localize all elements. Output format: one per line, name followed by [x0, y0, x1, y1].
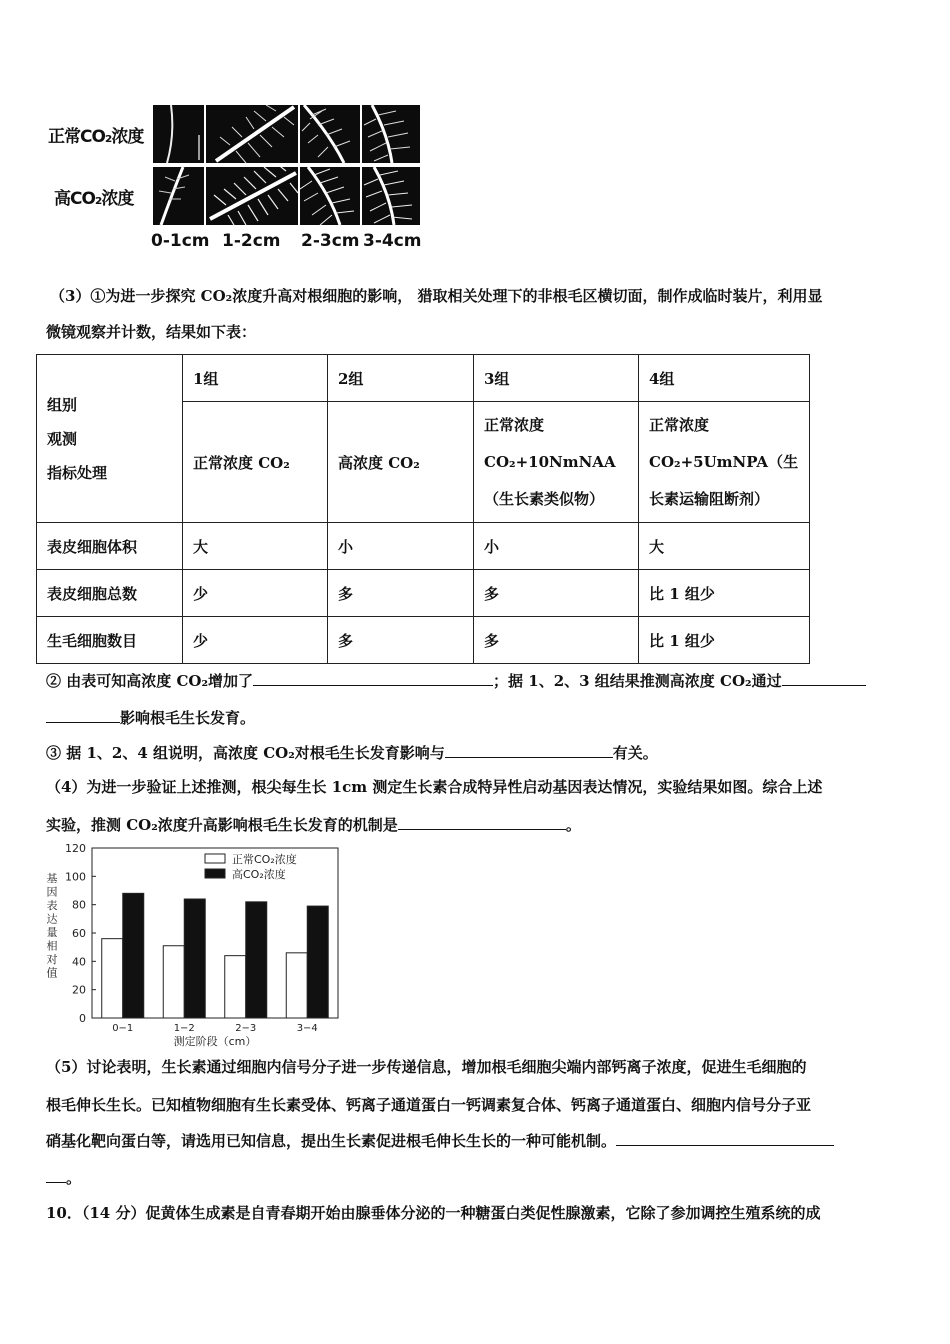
- x-tick-label: 0−1: [112, 1023, 134, 1034]
- y-tick-label: 40: [72, 955, 86, 969]
- group-4-header: 4组: [639, 355, 810, 402]
- q3-sub2-text-a: ② 由表可知高浓度 CO₂增加了: [46, 672, 254, 690]
- root-photo-normal-3-4: [362, 105, 420, 163]
- q5-line1: （5）讨论表明，生长素通过细胞内信号分子进一步传递信息，增加根毛细胞尖端内部钙离子浓度，促进生毛细胞的: [46, 1058, 807, 1076]
- row-label: 生毛细胞数目: [37, 617, 183, 664]
- table-cell: 比 1 组少: [639, 617, 810, 664]
- treatment-3-line3: （生长素类似物）: [484, 489, 605, 508]
- q4-line2-end: 。: [565, 816, 581, 834]
- row-label: 表皮细胞体积: [37, 523, 183, 570]
- q3-sub3-line: [46, 743, 658, 763]
- treatment-3-line1: 正常浓度: [484, 415, 545, 434]
- figure-row-label-normal: 正常CO₂浓度: [48, 127, 144, 147]
- y-tick-label: 0: [79, 1012, 86, 1025]
- x-tick-label: 1−2: [173, 1023, 195, 1034]
- table-row: [37, 617, 810, 664]
- q5-line2: 根毛伸长生长。已知植物细胞有生长素受体、钙离子通道蛋白一钙调素复合体、钙离子通道蛋白、细胞内信号分子亚: [46, 1096, 812, 1114]
- q10-line1: 10．（14 分）促黄体生成素是自青春期开始由腺垂体分泌的一种糖蛋白类促性腺激素，它除了参加调控生殖系统的成: [46, 1204, 821, 1222]
- figure-col-label-2-3: 2-3cm: [301, 231, 360, 251]
- table-cell: 比 1 组少: [639, 570, 810, 617]
- gene-expression-chart: [40, 842, 350, 1047]
- treatment-4: [639, 402, 810, 523]
- q5-line3-text: 硝基化靶向蛋白等，请选用已知信息，提出生长素促进根毛伸长生长的一种可能机制。: [46, 1132, 617, 1150]
- q3-sub2-text-c: 影响根毛生长发育。: [120, 709, 256, 727]
- bar-high-0: [123, 893, 144, 1018]
- header-label-observe: 观测: [47, 429, 78, 448]
- treatment-3: [474, 402, 639, 523]
- root-photo-high-0-1: [153, 167, 204, 225]
- answer-blank-5[interactable]: [616, 1131, 834, 1146]
- answer-blank-3[interactable]: [445, 743, 613, 758]
- answer-blank-4[interactable]: [398, 815, 566, 830]
- bar-high-1: [184, 899, 205, 1018]
- figure-row-label-high: 高CO₂浓度: [54, 189, 134, 209]
- q5-line4-end: 。: [66, 1169, 82, 1187]
- q4-line2: [46, 815, 581, 835]
- table-cell: 大: [639, 523, 810, 570]
- root-photo-normal-1-2: [206, 105, 298, 163]
- y-tick-label: 100: [65, 870, 86, 884]
- answer-blank-2[interactable]: [782, 671, 866, 686]
- table-cell: 多: [474, 570, 639, 617]
- legend-swatch-0: [205, 854, 225, 863]
- table-cell: 多: [474, 617, 639, 664]
- answer-blank-2-cont[interactable]: [46, 708, 120, 723]
- bar-normal-0: [102, 939, 123, 1018]
- table-cell: 小: [474, 523, 639, 570]
- bar-high-3: [307, 906, 328, 1018]
- root-photo-normal-0-1: [153, 105, 204, 163]
- q3-sub3-text-b: 有关。: [612, 744, 658, 762]
- table-cell: 大: [183, 523, 328, 570]
- figure-col-label-0-1: 0-1cm: [151, 231, 210, 251]
- root-photo-high-1-2: [206, 167, 298, 225]
- treatment-4-line1: 正常浓度: [649, 415, 710, 434]
- root-photo-high-2-3: [300, 167, 360, 225]
- treatment-1: 正常浓度 CO₂: [183, 402, 328, 523]
- group-2-header: 2组: [328, 355, 474, 402]
- table-cell: 多: [328, 570, 474, 617]
- treatment-3-line2: CO₂+10NmNAA: [484, 452, 616, 471]
- table-cell: 少: [183, 617, 328, 664]
- treatment-4-line3: 长素运输阻断剂）: [649, 489, 770, 508]
- legend-swatch-1: [205, 869, 225, 878]
- table-cell: 小: [328, 523, 474, 570]
- bar-normal-3: [286, 953, 307, 1018]
- root-photo-normal-2-3: [300, 105, 360, 163]
- treatment-4-line2: CO₂+5UmNPA（生: [649, 452, 799, 471]
- header-label-treatment: 指标处理: [47, 463, 108, 482]
- bar-normal-1: [163, 946, 184, 1018]
- q3-sub3-text-a: ③ 据 1、2、4 组说明，高浓度 CO₂对根毛生长发育影响与: [46, 744, 445, 762]
- q3-sub2-line1: [46, 671, 866, 691]
- legend-label-0: 正常CO₂浓度: [232, 853, 297, 866]
- table-row: [37, 570, 810, 617]
- bar-high-2: [246, 902, 267, 1018]
- header-label-group: 组别: [47, 395, 78, 414]
- legend-label-1: 高CO₂浓度: [232, 868, 286, 881]
- y-tick-label: 120: [65, 842, 86, 855]
- q4-line1: （4）为进一步验证上述推测，根尖每生长 1cm 测定生长素合成特异性启动基因表达情况，实验结果如图。综合上述: [46, 778, 823, 796]
- table-row: [37, 523, 810, 570]
- q3-intro-line1: （3）①为进一步探究 CO₂浓度升高对根细胞的影响， 猎取相关处理下的非根毛区横切面，制作成临时装片，利用显: [50, 287, 823, 305]
- bar-normal-2: [225, 956, 246, 1018]
- q5-line3: [46, 1131, 834, 1151]
- q3-intro-line2: 微镜观察并计数，结果如下表：: [46, 323, 257, 341]
- q3-sub2-line2: [46, 708, 255, 728]
- answer-blank-1[interactable]: [253, 671, 493, 686]
- q3-sub2-text-b: ；据 1、2、3 组结果推测高浓度 CO₂通过: [493, 672, 782, 690]
- treatment-2: 高浓度 CO₂: [328, 402, 474, 523]
- group-3-header: 3组: [474, 355, 639, 402]
- figure-col-label-3-4: 3-4cm: [363, 231, 422, 251]
- group-1-header: 1组: [183, 355, 328, 402]
- figure-col-label-1-2: 1-2cm: [222, 231, 281, 251]
- root-photo-high-3-4: [362, 167, 420, 225]
- q4-line2-text: 实验，推测 CO₂浓度升高影响根毛生长发育的机制是: [46, 816, 398, 834]
- q5-line4: [46, 1168, 81, 1188]
- table-cell: 少: [183, 570, 328, 617]
- y-tick-label: 60: [72, 927, 86, 940]
- table-cell: 多: [328, 617, 474, 664]
- answer-blank-5-cont[interactable]: [46, 1168, 66, 1183]
- x-tick-label: 2−3: [235, 1023, 257, 1034]
- y-tick-label: 20: [72, 983, 86, 997]
- table-header-label: [37, 355, 183, 523]
- y-axis-label: 基因表达量相对值: [46, 872, 58, 980]
- results-table: [36, 354, 810, 664]
- row-label: 表皮细胞总数: [37, 570, 183, 617]
- x-axis-label: 测定阶段（cm）: [173, 1035, 257, 1047]
- x-tick-label: 3−4: [296, 1023, 318, 1034]
- y-tick-label: 80: [72, 898, 86, 912]
